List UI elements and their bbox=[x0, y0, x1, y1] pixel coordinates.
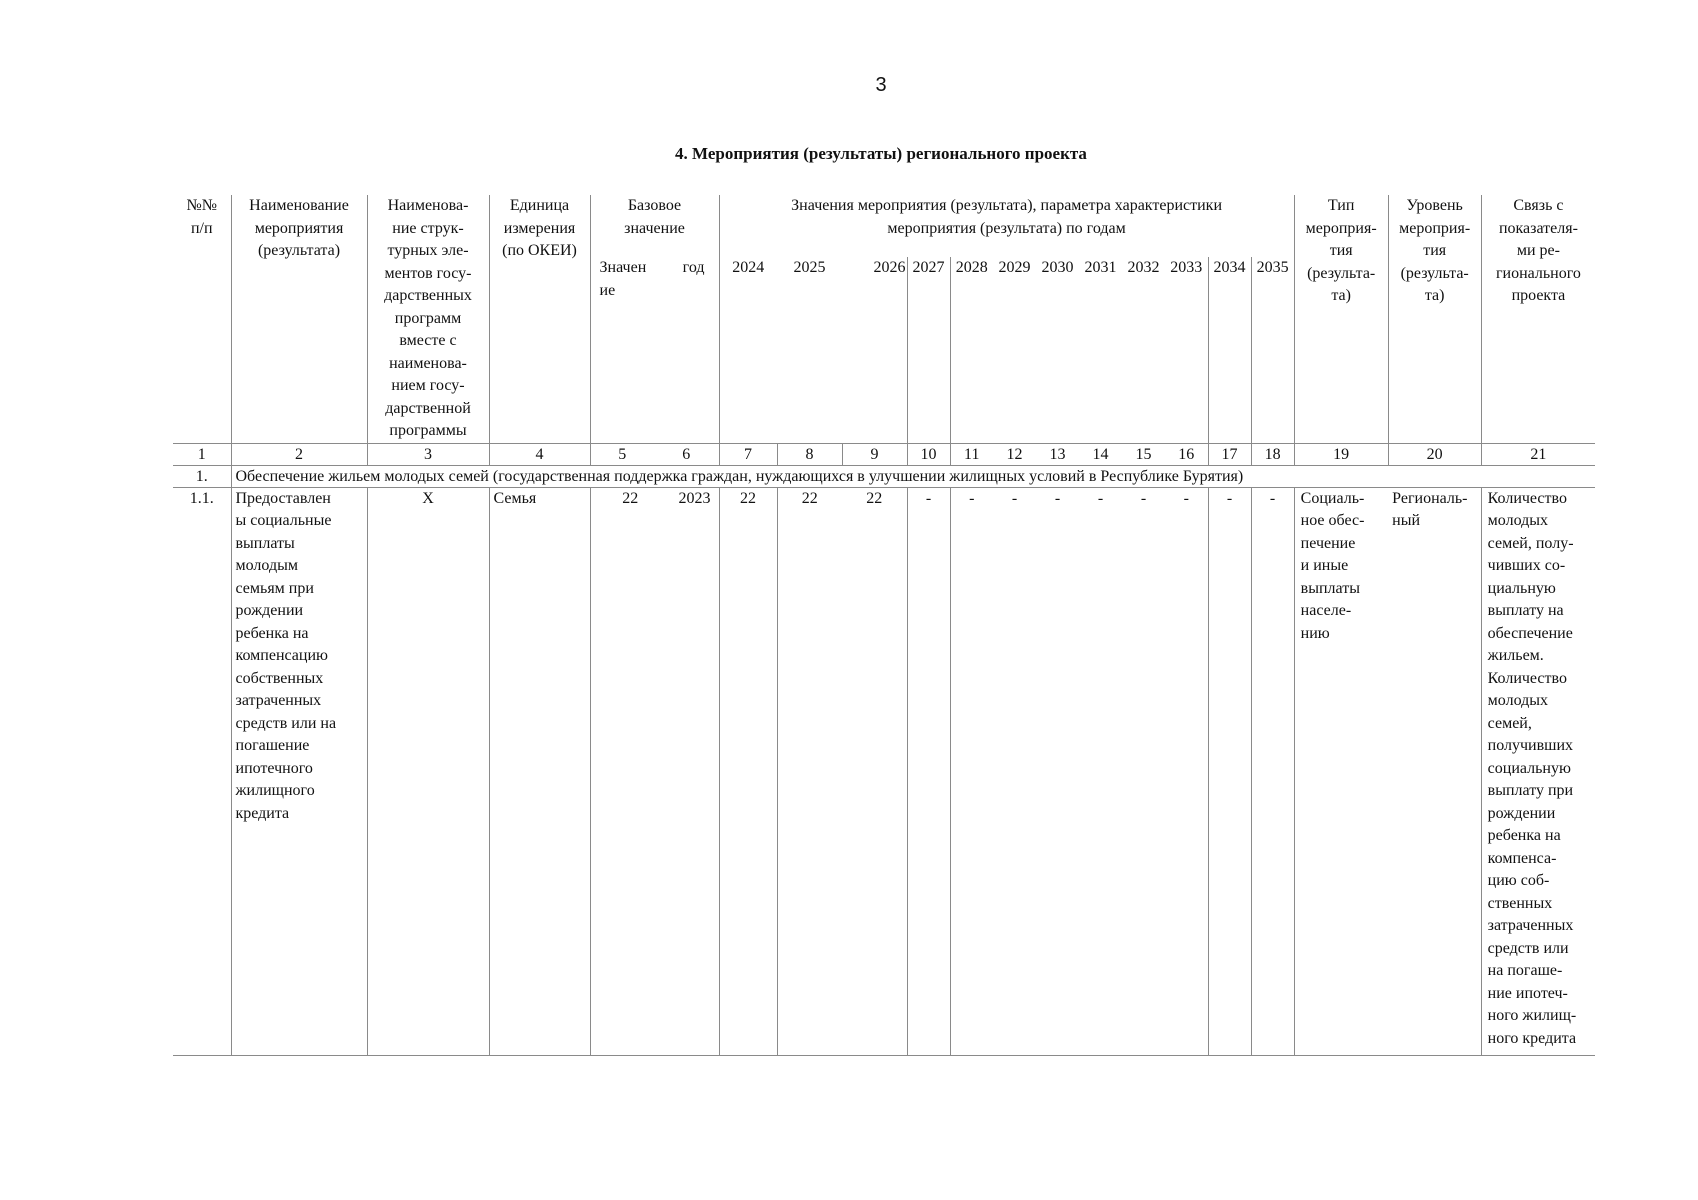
header-values-title: Значения мероприятия (результата), параметра характеристики мероприятия (результата) по годам bbox=[719, 195, 1294, 257]
row-value-2033: - bbox=[1165, 487, 1208, 1055]
row-base-value: 22 bbox=[590, 487, 654, 1055]
column-number: 9 bbox=[842, 443, 907, 465]
row-name: Предоставлен ы социальные выплаты молодым семьям при рождении ребенка на компенсацию собственных затраченных средств или на погашение ипотечного жилищного кредита bbox=[231, 487, 367, 1055]
column-number: 21 bbox=[1481, 443, 1595, 465]
row-value-2029: - bbox=[993, 487, 1036, 1055]
row-value-2035: - bbox=[1251, 487, 1294, 1055]
section-row bbox=[173, 465, 1595, 487]
header-type: Тип мероприя- тия (результа- та) bbox=[1294, 195, 1388, 443]
header-row-1 bbox=[173, 195, 1595, 257]
section-title: 4. Мероприятия (результаты) регионального проекта bbox=[675, 144, 1087, 163]
header-year-2034: 2034 bbox=[1208, 257, 1251, 443]
column-number: 14 bbox=[1079, 443, 1122, 465]
table-row bbox=[173, 487, 1595, 1055]
header-year-2026: 2026 bbox=[842, 257, 907, 443]
row-value-2032: - bbox=[1122, 487, 1165, 1055]
row-value-2024: 22 bbox=[719, 487, 777, 1055]
header-struct: Наименова- ние струк- турных эле- ментов госу- дарственных программ вместе с наименова- нием госу- дарственной программы bbox=[367, 195, 489, 443]
header-year-2028: 2028 bbox=[955, 259, 988, 276]
header-unit: Единица измерения (по ОКЕИ) bbox=[489, 195, 590, 443]
page-number: 3 bbox=[875, 74, 887, 96]
header-year-2032: 2032 bbox=[1127, 259, 1160, 276]
column-number: 4 bbox=[489, 443, 590, 465]
column-number: 5 bbox=[590, 443, 654, 465]
column-number: 13 bbox=[1036, 443, 1079, 465]
row-value-2031: - bbox=[1079, 487, 1122, 1055]
header-year-2029: 2029 bbox=[998, 259, 1031, 276]
column-number: 12 bbox=[993, 443, 1036, 465]
row-unit: Семья bbox=[489, 487, 590, 1055]
row-number: 1.1. bbox=[173, 487, 231, 1055]
row-struct: X bbox=[367, 487, 489, 1055]
row-level: Региональ- ный bbox=[1388, 487, 1481, 1055]
header-year-2025: 2025 bbox=[793, 259, 826, 276]
header-year-2030: 2030 bbox=[1041, 259, 1074, 276]
header-base-value: Значен ие bbox=[599, 259, 647, 299]
column-number: 20 bbox=[1388, 443, 1481, 465]
row-type: Социаль- ное обес- печение и иные выплаты населе- нию bbox=[1294, 487, 1388, 1055]
column-number: 17 bbox=[1208, 443, 1251, 465]
column-number: 3 bbox=[367, 443, 489, 465]
row-value-2034: - bbox=[1208, 487, 1251, 1055]
header-year-2024: 2024 bbox=[732, 259, 765, 276]
column-number: 10 bbox=[907, 443, 950, 465]
section-text: Обеспечение жильем молодых семей (государственная поддержка граждан, нуждающихся в улучшении жилищных условий в Республике Бурятия) bbox=[235, 467, 1244, 485]
header-year-2035: 2035 bbox=[1251, 257, 1294, 443]
column-number: 6 bbox=[654, 443, 719, 465]
column-number: 2 bbox=[231, 443, 367, 465]
column-number: 7 bbox=[719, 443, 777, 465]
column-number-row bbox=[173, 443, 1595, 465]
header-year-2031: 2031 bbox=[1084, 259, 1117, 276]
header-name: Наименование мероприятия (результата) bbox=[231, 195, 367, 443]
row-value-2025: 22 bbox=[777, 487, 842, 1055]
header-year-2033: 2033 bbox=[1165, 257, 1208, 443]
row-value-2030: - bbox=[1036, 487, 1079, 1055]
header-link: Связь с показателя- ми ре- гионального проекта bbox=[1495, 197, 1581, 304]
row-value-2027: - bbox=[907, 487, 950, 1055]
row-value-2026: 22 bbox=[842, 487, 907, 1055]
row-value-2028: - bbox=[950, 487, 993, 1055]
header-base-year: год bbox=[654, 257, 719, 443]
section-number: 1. bbox=[173, 465, 231, 487]
header-base: Базовое значение bbox=[590, 195, 719, 257]
activities-table bbox=[173, 195, 1595, 1056]
header-year-2027: 2027 bbox=[907, 257, 950, 443]
header-num: №№ п/п bbox=[173, 195, 231, 443]
column-number: 11 bbox=[950, 443, 993, 465]
column-number: 1 bbox=[173, 443, 231, 465]
column-number: 18 bbox=[1251, 443, 1294, 465]
row-base-year: 2023 bbox=[654, 487, 719, 1055]
column-number: 15 bbox=[1122, 443, 1165, 465]
column-number: 16 bbox=[1165, 443, 1208, 465]
row-link: Количество молодых семей, полу- чивших со- циальную выплату на обеспечение жильем. Количество молодых семей, получивших социальную выплату при рождении ребенка на компенса- цию соб- ственных затраченных средств или на погаше- ние ипотеч- ного жилищ- ного кредита bbox=[1481, 487, 1595, 1055]
column-number: 8 bbox=[777, 443, 842, 465]
header-level: Уровень мероприя- тия (результа- та) bbox=[1388, 195, 1481, 443]
column-number: 19 bbox=[1294, 443, 1388, 465]
